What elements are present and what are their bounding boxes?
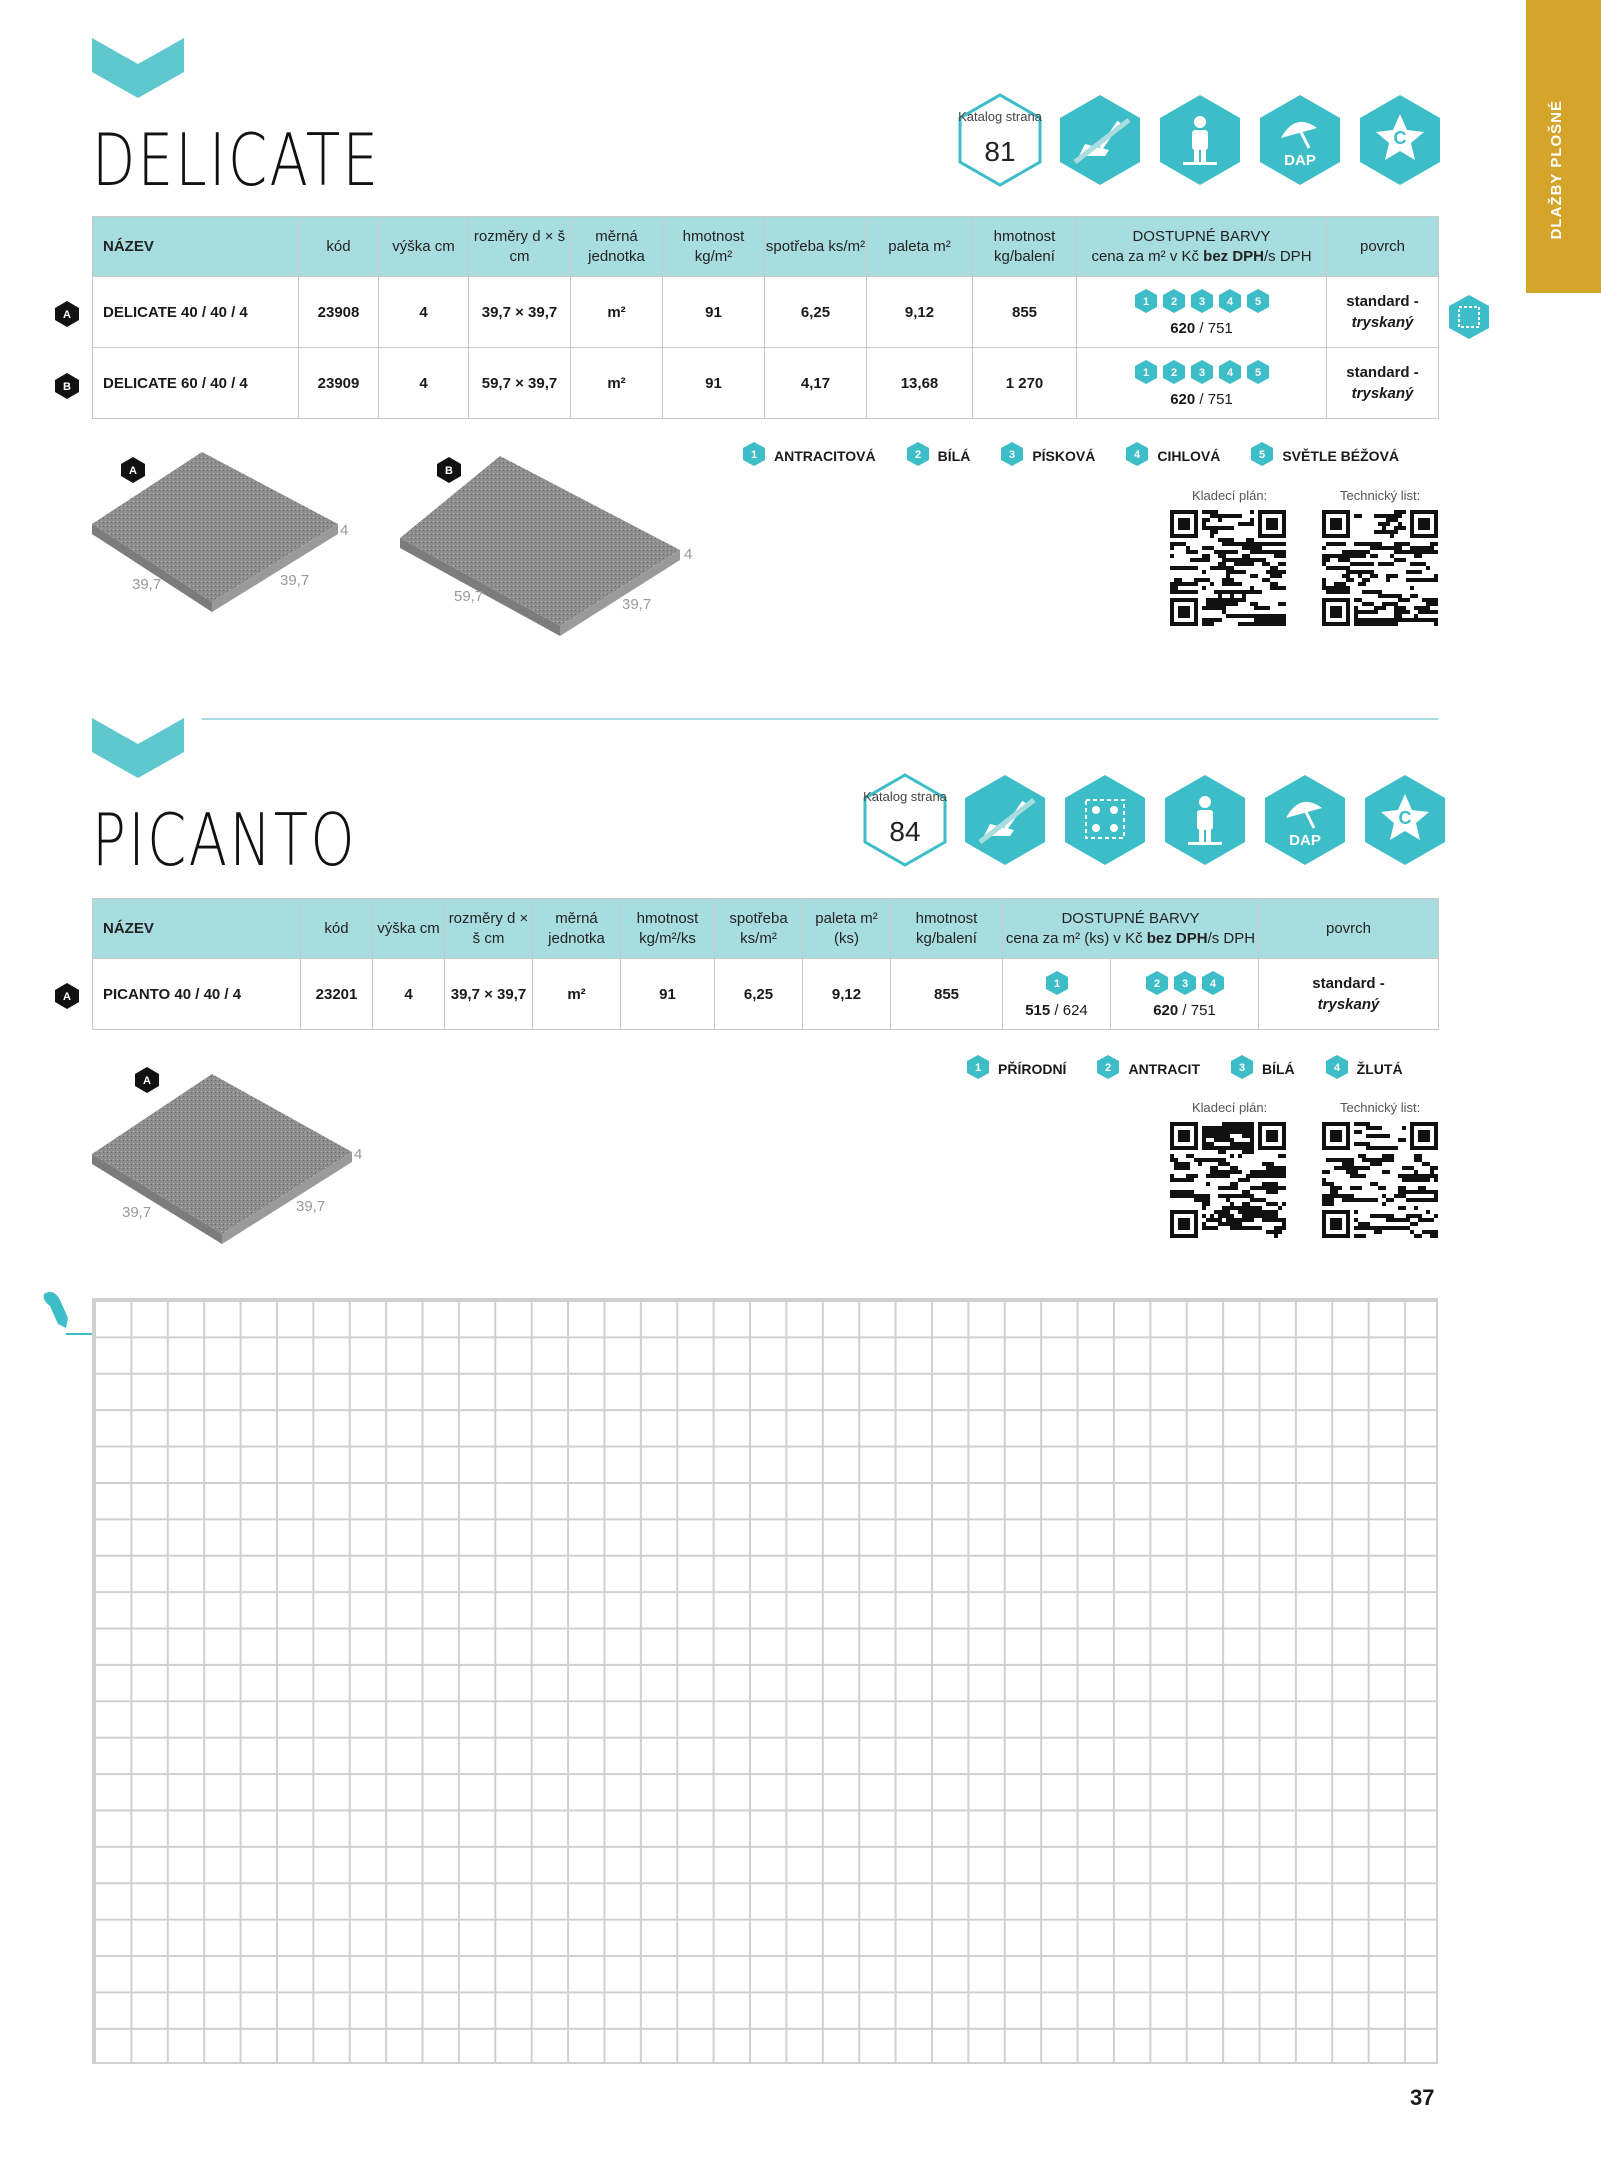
cell-rozmery: 39,7 × 39,7 — [445, 959, 533, 1030]
tile-a-width: 39,7 — [296, 1198, 326, 1215]
svg-text:3: 3 — [1181, 977, 1188, 990]
legend-hex-icon — [742, 441, 766, 470]
color-legend-delicate — [742, 441, 1399, 470]
povrch-line1: standard - — [1312, 975, 1385, 992]
table-row — [93, 277, 1439, 348]
col-spotreba: spotřeba ks/m² — [715, 899, 803, 959]
svg-text:1: 1 — [750, 449, 758, 461]
pattern-icon — [1062, 772, 1148, 868]
color-dot — [1045, 970, 1069, 996]
cell-paleta: 13,68 — [867, 348, 973, 419]
price — [1003, 1002, 1110, 1019]
svg-text:2: 2 — [1153, 977, 1160, 990]
barvy-sub-post: /s DPH — [1264, 247, 1312, 265]
legend-hex-icon — [906, 441, 930, 470]
cell-merna: m² — [533, 959, 621, 1030]
pencil-icon — [38, 1290, 94, 1338]
umbrella-icon — [1262, 772, 1348, 868]
cell-barvy-b — [1111, 959, 1259, 1030]
price-bez-dph: 620 — [1153, 1001, 1179, 1019]
legend-item — [1325, 1054, 1403, 1083]
qr-label-technicky-list: Technický list: — [1340, 488, 1421, 503]
color-dot — [1190, 288, 1214, 314]
notes-grid[interactable] — [92, 1298, 1438, 2064]
legend-label: BÍLÁ — [937, 447, 971, 464]
cell-name: DELICATE 60 / 40 / 4 — [93, 348, 299, 419]
color-dot — [1134, 288, 1158, 314]
price — [1111, 1002, 1258, 1019]
legend-label: PÍSKOVÁ — [1032, 447, 1096, 464]
cell-rozmery: 39,7 × 39,7 — [469, 277, 571, 348]
svg-text:4: 4 — [1333, 1062, 1340, 1074]
cell-paleta: 9,12 — [803, 959, 891, 1030]
povrch-line2: tryskaný — [1351, 385, 1414, 402]
povrch-line2: tryskaný — [1317, 996, 1380, 1013]
cell-rozmery: 59,7 × 39,7 — [469, 348, 571, 419]
legend-hex-icon — [1096, 1054, 1120, 1083]
cell-kod: 23201 — [301, 959, 373, 1030]
col-barvy — [1077, 217, 1327, 277]
svg-text:A: A — [143, 1075, 151, 1087]
badge-row-picanto — [862, 772, 1448, 868]
legend-hex-icon — [1325, 1054, 1349, 1083]
cell-povrch — [1327, 348, 1439, 419]
catalog-label: Katalog strana — [863, 789, 947, 804]
row-marker-a — [54, 982, 80, 1010]
star-c-icon — [1362, 772, 1448, 868]
catalog-label: Katalog strana — [958, 109, 1042, 124]
color-dot — [1162, 288, 1186, 314]
legend-hex-icon — [1230, 1054, 1254, 1083]
cell-hmotnost-baleni: 855 — [973, 277, 1077, 348]
cell-barvy-a — [1003, 959, 1111, 1030]
col-kod: kód — [301, 899, 373, 959]
svg-text:2: 2 — [914, 449, 921, 461]
svg-text:4: 4 — [1134, 449, 1141, 461]
color-dot — [1246, 288, 1270, 314]
tile-a-depth: 39,7 — [122, 1204, 152, 1221]
svg-text:B: B — [445, 465, 453, 477]
tile-marker-b — [436, 456, 462, 484]
svg-text:3: 3 — [1238, 1062, 1246, 1074]
svg-text:5: 5 — [1254, 366, 1261, 379]
tile-b-width: 39,7 — [622, 596, 652, 613]
col-povrch: povrch — [1327, 217, 1439, 277]
col-merna: měrná jednotka — [571, 217, 663, 277]
col-vyska: výška cm — [373, 899, 445, 959]
legend-label: CIHLOVÁ — [1157, 447, 1221, 464]
price-s-dph: / 624 — [1050, 1001, 1088, 1019]
col-kod: kód — [299, 217, 379, 277]
color-dot — [1201, 970, 1225, 996]
product-title-delicate: DELICATE — [92, 118, 381, 202]
svg-text:3: 3 — [1198, 366, 1205, 379]
qr-label-technicky-list: Technický list: — [1340, 1100, 1421, 1115]
cell-povrch — [1259, 959, 1439, 1030]
svg-text:B: B — [63, 381, 71, 393]
legend-item — [966, 1054, 1066, 1083]
spec-table-delicate — [92, 216, 1439, 419]
qr-code-technicky-list[interactable] — [1322, 510, 1438, 626]
legend-hex-icon — [1125, 441, 1149, 470]
cell-spotreba: 4,17 — [765, 348, 867, 419]
cell-povrch — [1327, 277, 1439, 348]
chevron-down-icon — [92, 38, 184, 98]
legend-item — [1230, 1054, 1295, 1083]
color-dot — [1145, 970, 1169, 996]
color-dot — [1162, 359, 1186, 385]
qr-code-kladeci-plan[interactable] — [1170, 510, 1286, 626]
svg-text:5: 5 — [1259, 449, 1266, 461]
svg-text:2: 2 — [1105, 1062, 1112, 1074]
cell-merna: m² — [571, 277, 663, 348]
tile-b-depth: 59,7 — [454, 588, 484, 605]
svg-text:A: A — [129, 465, 137, 477]
color-dot — [1218, 288, 1242, 314]
povrch-line1: standard - — [1346, 293, 1419, 310]
row-marker-a — [54, 300, 80, 328]
dap-label: DAP — [1284, 152, 1316, 169]
svg-text:1: 1 — [1053, 977, 1060, 990]
svg-text:1: 1 — [1142, 295, 1149, 308]
legend-item — [1125, 441, 1220, 470]
legend-item — [1000, 441, 1095, 470]
page-number: 37 — [1410, 2085, 1435, 2110]
svg-text:4: 4 — [1226, 366, 1233, 379]
product-title-picanto: PICANTO — [92, 798, 357, 882]
qr-label-kladeci-plan: Kladecí plán: — [1192, 488, 1268, 503]
barvy-sub-pre: cena za m² v Kč — [1091, 247, 1204, 265]
color-dot — [1218, 359, 1242, 385]
col-spotreba: spotřeba ks/m² — [765, 217, 867, 277]
cell-kod: 23909 — [299, 348, 379, 419]
svg-text:1: 1 — [1142, 366, 1149, 379]
legend-label: ŽLUTÁ — [1356, 1060, 1403, 1077]
cell-hmotnost-baleni: 1 270 — [973, 348, 1077, 419]
c-label: C — [1393, 128, 1407, 148]
col-name: NÁZEV — [93, 217, 299, 277]
compactor-icon — [1057, 92, 1143, 188]
cell-barvy — [1077, 277, 1327, 348]
svg-text:3: 3 — [1009, 449, 1016, 461]
umbrella-icon — [1257, 92, 1343, 188]
svg-text:5: 5 — [1254, 295, 1261, 308]
barvy-sub-post: /s DPH — [1207, 929, 1256, 947]
table-row — [93, 959, 1439, 1030]
col-paleta: paleta m² (ks) — [803, 899, 891, 959]
catalog-page-number: 81 — [984, 136, 1016, 167]
col-paleta: paleta m² — [867, 217, 973, 277]
legend-hex-icon — [966, 1054, 990, 1083]
col-vyska: výška cm — [379, 217, 469, 277]
tile-b-height: 4 — [684, 546, 693, 563]
barvy-sub-pre: cena za m² (ks) v Kč — [1005, 929, 1147, 947]
cell-hmotnost: 91 — [621, 959, 715, 1030]
col-rozmery: rozměry d × š cm — [445, 899, 533, 959]
price-bez-dph: 515 — [1025, 1001, 1051, 1019]
price — [1077, 391, 1326, 408]
compactor-icon — [962, 772, 1048, 868]
cell-kod: 23908 — [299, 277, 379, 348]
legend-hex-icon — [1250, 441, 1274, 470]
tile-a-depth: 39,7 — [132, 576, 162, 593]
catalog-page-badge[interactable] — [862, 772, 948, 868]
cell-spotreba: 6,25 — [715, 959, 803, 1030]
col-povrch: povrch — [1259, 899, 1439, 959]
category-tab — [1526, 0, 1601, 293]
price-s-dph: / 751 — [1178, 1001, 1216, 1019]
spec-table-picanto — [92, 898, 1439, 1030]
color-dots — [1077, 359, 1326, 385]
row-marker-b — [54, 372, 80, 400]
price-s-dph: / 751 — [1195, 319, 1233, 337]
tile-a-width: 39,7 — [280, 572, 310, 589]
povrch-line2: tryskaný — [1351, 314, 1414, 331]
qr-label-kladeci-plan: Kladecí plán: — [1192, 1100, 1268, 1115]
cell-merna: m² — [571, 348, 663, 419]
tile-marker-a — [120, 456, 146, 484]
tile-a-height: 4 — [340, 522, 349, 539]
cell-barvy — [1077, 348, 1327, 419]
col-hmotnost-baleni: hmotnost kg/balení — [891, 899, 1003, 959]
cell-name: DELICATE 40 / 40 / 4 — [93, 277, 299, 348]
color-dot — [1134, 359, 1158, 385]
dap-label: DAP — [1289, 832, 1321, 849]
badge-row-delicate — [957, 92, 1443, 188]
person-icon — [1162, 772, 1248, 868]
tile-a-height: 4 — [354, 1146, 363, 1163]
cell-hmotnost: 91 — [663, 348, 765, 419]
cell-hmotnost: 91 — [663, 277, 765, 348]
legend-hex-icon — [1000, 441, 1024, 470]
legend-label: BÍLÁ — [1262, 1060, 1295, 1077]
col-barvy-sub — [1077, 247, 1326, 267]
qr-code-kladeci-plan[interactable] — [1170, 1122, 1286, 1238]
col-barvy-title: DOSTUPNÉ BARVY — [1132, 227, 1271, 245]
legend-item — [1096, 1054, 1200, 1083]
col-hmotnost: hmotnost kg/m²/ks — [621, 899, 715, 959]
color-dots — [1111, 970, 1258, 996]
barvy-sub-bold: bez DPH — [1203, 247, 1265, 265]
col-barvy — [1003, 899, 1259, 959]
table-row — [93, 348, 1439, 419]
color-dot — [1190, 359, 1214, 385]
col-hmotnost: hmotnost kg/m² — [663, 217, 765, 277]
col-barvy-sub — [1003, 929, 1258, 949]
svg-text:3: 3 — [1198, 295, 1205, 308]
color-dots — [1003, 970, 1110, 996]
qr-code-technicky-list[interactable] — [1322, 1122, 1438, 1238]
c-label: C — [1398, 808, 1412, 828]
chevron-down-icon — [92, 718, 184, 778]
legend-label: PŘÍRODNÍ — [998, 1060, 1067, 1077]
section-divider — [202, 718, 1438, 720]
cell-vyska: 4 — [379, 277, 469, 348]
person-icon — [1157, 92, 1243, 188]
svg-text:A: A — [63, 991, 71, 1003]
price-s-dph: / 751 — [1195, 390, 1233, 408]
catalog-page-badge[interactable] — [957, 92, 1043, 188]
catalog-page-number: 84 — [889, 816, 921, 847]
cell-vyska: 4 — [373, 959, 445, 1030]
barvy-sub-bold: bez DPH — [1146, 929, 1208, 947]
price-bez-dph: 620 — [1170, 319, 1196, 337]
col-rozmery: rozměry d × š cm — [469, 217, 571, 277]
svg-text:1: 1 — [974, 1062, 982, 1074]
color-dots — [1077, 288, 1326, 314]
cell-name: PICANTO 40 / 40 / 4 — [93, 959, 301, 1030]
cell-vyska: 4 — [379, 348, 469, 419]
price-bez-dph: 620 — [1170, 390, 1196, 408]
color-dot — [1173, 970, 1197, 996]
povrch-line1: standard - — [1346, 364, 1419, 381]
cell-spotreba: 6,25 — [765, 277, 867, 348]
price — [1077, 320, 1326, 337]
color-dot — [1246, 359, 1270, 385]
col-merna: měrná jednotka — [533, 899, 621, 959]
legend-label: ANTRACIT — [1128, 1060, 1200, 1077]
star-c-icon — [1357, 92, 1443, 188]
cell-paleta: 9,12 — [867, 277, 973, 348]
col-hmotnost-baleni: hmotnost kg/balení — [973, 217, 1077, 277]
col-barvy-title: DOSTUPNÉ BARVY — [1061, 909, 1200, 927]
tile-marker-a — [134, 1066, 160, 1094]
cell-hmotnost-baleni: 855 — [891, 959, 1003, 1030]
color-legend-picanto — [966, 1054, 1403, 1083]
legend-label: SVĚTLE BÉŽOVÁ — [1282, 447, 1400, 464]
pattern-icon — [1448, 294, 1490, 340]
legend-item — [906, 441, 971, 470]
legend-item — [1250, 441, 1399, 470]
svg-text:2: 2 — [1170, 295, 1177, 308]
category-tab-label: DLAŽBY PLOŠNÉ — [1548, 100, 1565, 240]
svg-text:2: 2 — [1170, 366, 1177, 379]
col-name: NÁZEV — [93, 899, 301, 959]
svg-text:4: 4 — [1226, 295, 1233, 308]
legend-label: ANTRACITOVÁ — [774, 447, 876, 464]
legend-item — [742, 441, 876, 470]
svg-text:A: A — [63, 309, 71, 321]
svg-text:4: 4 — [1209, 977, 1216, 990]
